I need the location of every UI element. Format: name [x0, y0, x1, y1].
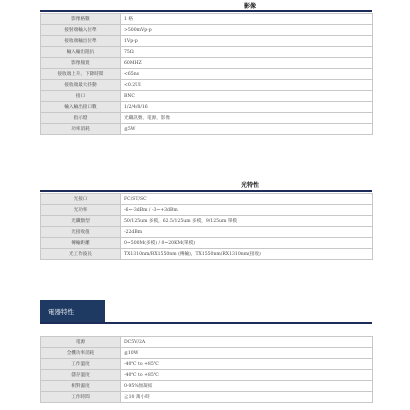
spec-value: -22dBm — [121, 227, 373, 238]
spec-value: -40℃ to +85℃ — [121, 370, 373, 381]
table-row — [41, 102, 373, 113]
spec-value: >500mVp-p — [121, 25, 373, 36]
spec-label: 光接收值 — [41, 227, 121, 238]
spec-value: BNC — [121, 91, 373, 102]
table-row — [41, 47, 373, 58]
table-row — [41, 205, 373, 216]
spec-value: FC/ST/SC — [121, 194, 373, 205]
video-title-rule — [40, 10, 372, 12]
optical-section-title: 光特性 — [240, 182, 259, 189]
spec-value: 50/125um 多模，62.5/125um 多模，9/125um 單模 — [121, 216, 373, 227]
table-row — [41, 14, 373, 25]
table-row — [41, 80, 373, 91]
spec-label: 光纖類型 — [41, 216, 121, 227]
spec-value: 0~500M(多模) / 0~20KM(單模) — [121, 238, 373, 249]
table-row — [41, 249, 373, 260]
spec-value: -40℃ to +85℃ — [121, 359, 373, 370]
video-section-title: 影像 — [243, 3, 256, 10]
table-row — [41, 238, 373, 249]
spec-value: <65ns — [121, 69, 373, 80]
spec-value: ≦5W — [121, 124, 373, 135]
spec-label: 工作溫度 — [41, 359, 121, 370]
spec-label: 輸入輸出接口數 — [41, 102, 121, 113]
spec-value: 1/2/4/8/16 — [121, 102, 373, 113]
spec-label: 相對濕度 — [41, 381, 121, 392]
table-row — [41, 91, 373, 102]
spec-label: 儲存溫度 — [41, 370, 121, 381]
spec-value: -6~-3dBm / -3~+3dBm — [121, 205, 373, 216]
spec-label: 影像頻寬 — [41, 58, 121, 69]
spec-label: 功率消耗 — [41, 124, 121, 135]
spec-value: 光纖訊號、電源、影像 — [121, 113, 373, 124]
spec-label: 接口 — [41, 91, 121, 102]
spec-value: 75Ω — [121, 47, 373, 58]
table-row — [41, 359, 373, 370]
table-row — [41, 194, 373, 205]
spec-label: 電源 — [41, 337, 121, 348]
table-row — [41, 227, 373, 238]
spec-value: 1 格 — [121, 14, 373, 25]
table-row — [41, 216, 373, 227]
spec-label: 接收端上升、下降時間 — [41, 69, 121, 80]
table-row — [41, 36, 373, 47]
spec-value: DC5V/2A — [121, 337, 373, 348]
spec-label: 接射端輸入位準 — [41, 25, 121, 36]
spec-label: 影像格數 — [41, 14, 121, 25]
table-row — [41, 25, 373, 36]
spec-label: 工作時間 — [41, 392, 121, 403]
table-row — [41, 69, 373, 80]
electrical-section-title: 電器特性 — [40, 300, 105, 322]
table-row — [41, 381, 373, 392]
spec-label: 光工作波長 — [41, 249, 121, 260]
spec-label: 光功率 — [41, 205, 121, 216]
optical-spec-table — [40, 193, 373, 260]
spec-value: TX1310nm/RX1550nm (傳輸)，TX1550nm/RX1310nm(接收) — [121, 249, 373, 260]
spec-label: 接收端最大抖動 — [41, 80, 121, 91]
spec-value: 1Vp-p — [121, 36, 373, 47]
table-row — [41, 58, 373, 69]
spec-value: 60MHZ — [121, 58, 373, 69]
video-spec-table — [40, 13, 373, 135]
spec-label: 輸入輸出阻抗 — [41, 47, 121, 58]
electrical-spec-table — [40, 336, 373, 403]
table-row — [41, 392, 373, 403]
spec-value: 0-95%無凝結 — [121, 381, 373, 392]
spec-label: 全機功率消耗 — [41, 348, 121, 359]
electrical-title-rule — [40, 322, 372, 324]
spec-value: <0.2UI — [121, 80, 373, 91]
spec-label: 光接口 — [41, 194, 121, 205]
spec-label: 指示燈 — [41, 113, 121, 124]
optical-title-rule — [40, 190, 372, 192]
table-row — [41, 348, 373, 359]
spec-label: 傳輸距離 — [41, 238, 121, 249]
table-row — [41, 337, 373, 348]
table-row — [41, 124, 373, 135]
spec-value: ≧10 萬小時 — [121, 392, 373, 403]
spec-label: 接收端輸出位準 — [41, 36, 121, 47]
spec-value: ≦10W — [121, 348, 373, 359]
table-row — [41, 370, 373, 381]
table-row — [41, 113, 373, 124]
